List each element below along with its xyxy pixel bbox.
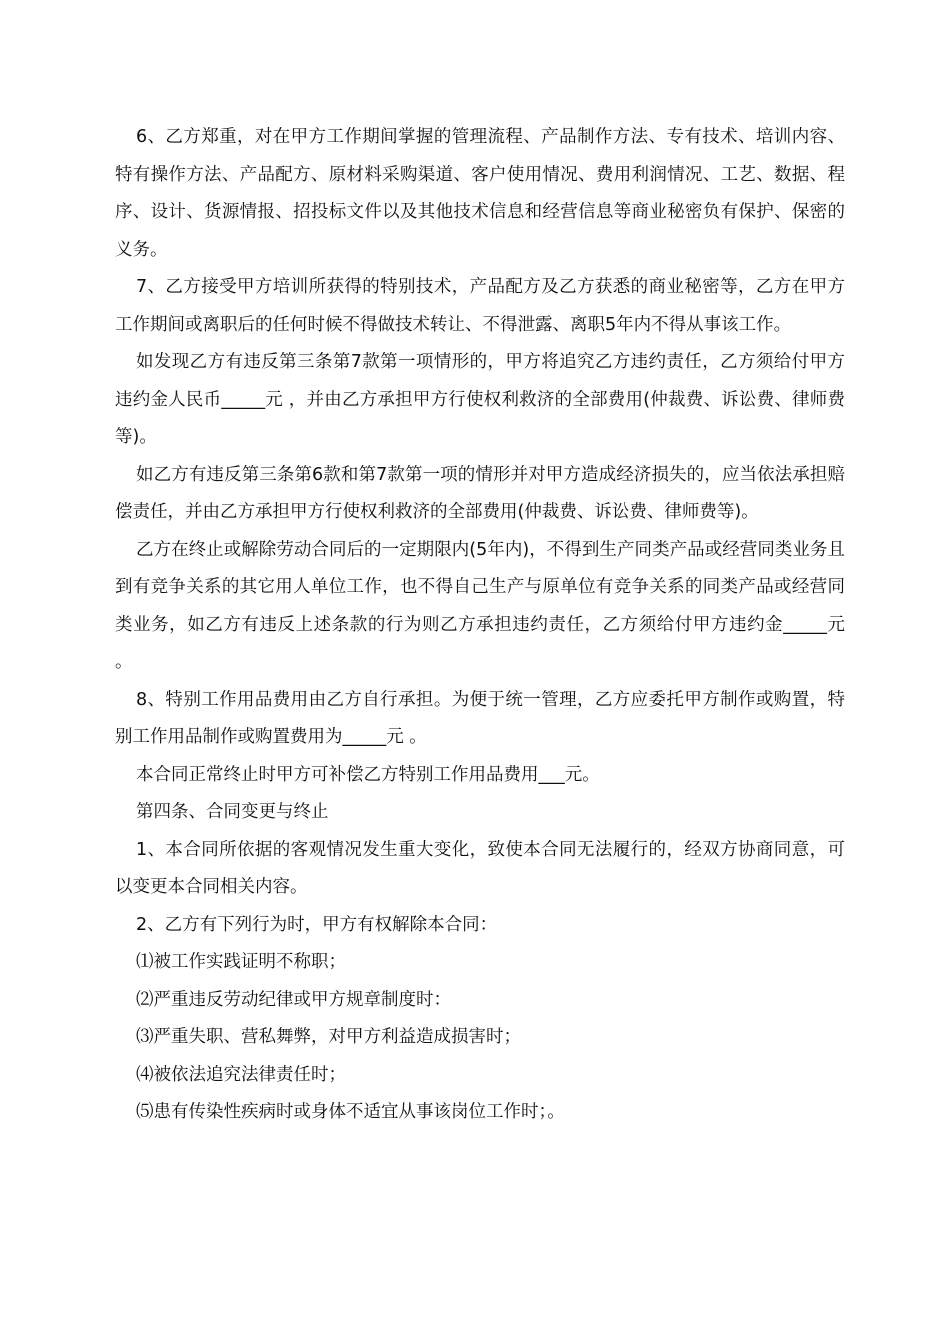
clause-7-paragraph: 7、乙方接受甲方培训所获得的特别技术，产品配方及乙方获悉的商业秘密等，乙方在甲方工作期间或离职后的任何时候不得做技术转让、不得泄露、离职5年内不得从事该工作。 [115, 277, 845, 335]
compensation-paragraph: 本合同正常终止时甲方可补偿乙方特别工作用品费用___元。 [136, 764, 600, 785]
clause-6-paragraph: 6、乙方郑重，对在甲方工作期间掌握的管理流程、产品制作方法、专有技术、培训内容、特有操作方法、产品配方、原材料采购渠道、客户使用情况、费用利润情况、工艺、数据、程序、设计、货源情报、招投标文件以及其他技术信息和经营信息等商业秘密负有保护、保密的义务。 [115, 127, 845, 260]
termination-condition-5: ⑸患有传染性疾病时或身体不适宜从事该岗位工作时；。 [136, 1102, 565, 1122]
article-4-heading: 第四条、合同变更与终止 [136, 802, 329, 822]
termination-condition-3: ⑶严重失职、营私舞弊，对甲方利益造成损害时； [136, 1027, 521, 1047]
breach-penalty-paragraph: 如发现乙方有违反第三条第7款第一项情形的，甲方将追究乙方违约责任，乙方须给付甲方违约金人民币_____元 ，并由乙方承担甲方行使权利救济的全部费用(仲裁费、诉讼费、律师费等)。 [115, 352, 845, 447]
article-4-item-2: 2、乙方有下列行为时，甲方有权解除本合同： [136, 914, 498, 935]
termination-condition-1: ⑴被工作实践证明不称职； [136, 952, 346, 972]
non-compete-paragraph: 乙方在终止或解除劳动合同后的一定期限内(5年内)，不得到生产同类产品或经营同类业务且到有竞争关系的其它用人单位工作，也不得自己生产与原单位有竞争关系的同类产品或经营同类业务，如乙方有违反上述条款的行为则乙方承担违约责任，乙方须给付甲方违约金_____元 。 [115, 539, 845, 672]
article-4-item-1: 1、本合同所依据的客观情况发生重大变化，致使本合同无法履行的，经双方协商同意，可以变更本合同相关内容。 [115, 839, 845, 897]
termination-condition-4: ⑷被依法追究法律责任时； [136, 1064, 346, 1085]
document-body [115, 119, 845, 1132]
damages-liability-paragraph: 如乙方有违反第三条第6款和第7款第一项的情形并对甲方造成经济损失的，应当依法承担赔偿责任，并由乙方承担甲方行使权利救济的全部费用(仲裁费、诉讼费、律师费等)。 [115, 464, 845, 522]
termination-condition-2: ⑵严重违反劳动纪律或甲方规章制度时： [136, 989, 451, 1010]
clause-8-paragraph: 8、特别工作用品费用由乙方自行承担。为便于统一管理，乙方应委托甲方制作或购置，特别工作用品制作或购置费用为_____元 。 [115, 689, 845, 747]
